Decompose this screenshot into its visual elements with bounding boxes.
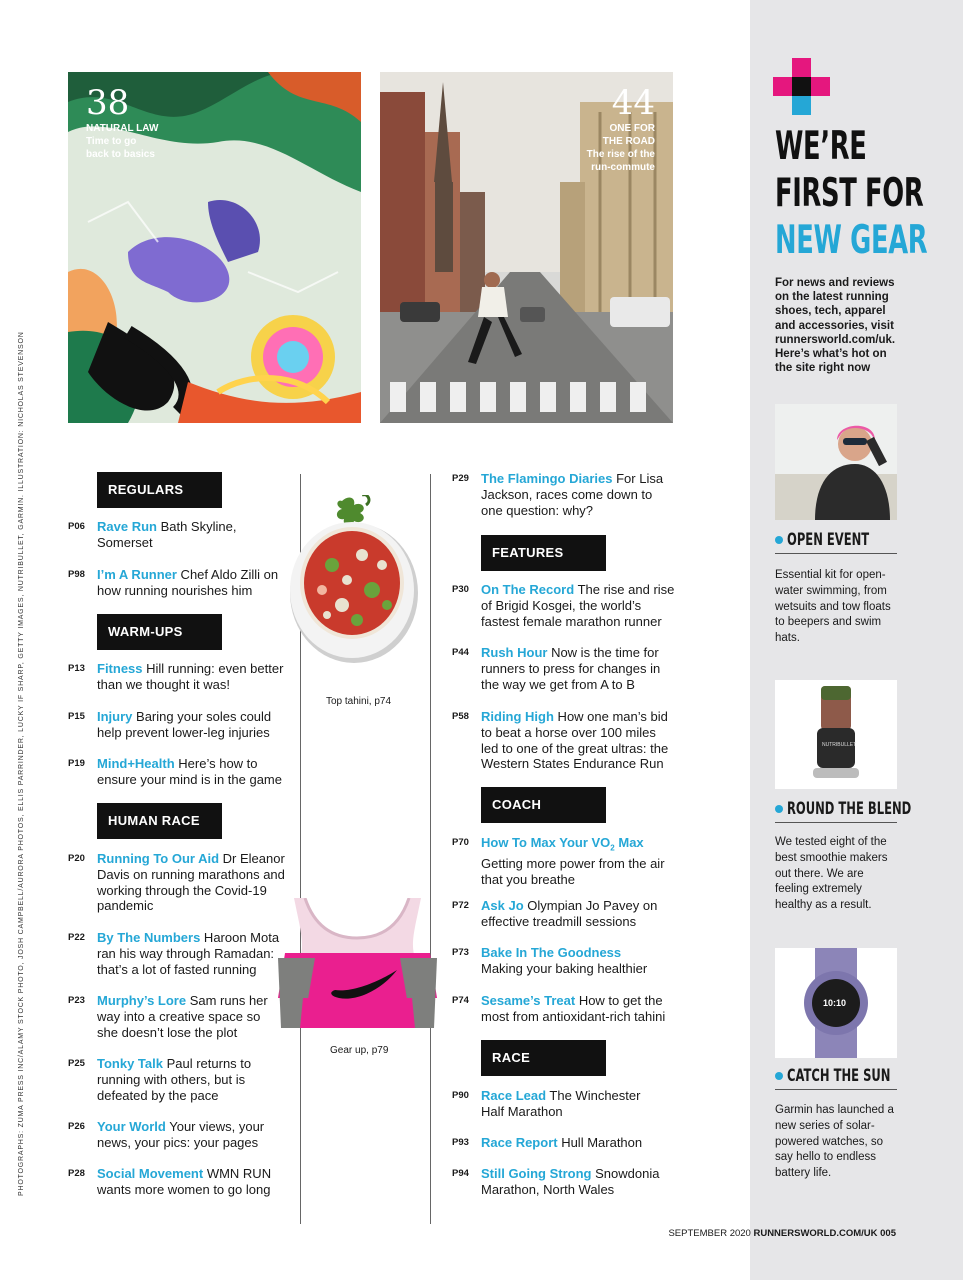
entry-title: Tonky Talk (97, 1056, 163, 1071)
entry-text: Making your baking healthier (481, 960, 648, 976)
entry-title: By The Numbers (97, 930, 201, 945)
toc-entry[interactable] (68, 661, 292, 693)
entry-text: Getting more power from the air that you breathe (481, 856, 665, 888)
footer-site[interactable]: RUNNERSWORLD.COM/UK (753, 1228, 878, 1239)
entry-text: Dr Eleanor Davis on running marathons and working through the Covid-19 pandemic (97, 851, 285, 914)
sidebar-heading-line: FIRST FOR (775, 171, 924, 216)
entry-text: Snowdonia Marathon, North Wales (481, 1166, 660, 1197)
page-number: P72 (452, 900, 469, 911)
page-number: P26 (68, 1121, 85, 1132)
entry-title: Fitness (97, 661, 143, 676)
sidebar-item-title-text: OPEN EVENT (787, 530, 870, 550)
entry-title: Race Report (481, 1135, 558, 1150)
page-number: P20 (68, 853, 85, 864)
sidebar-item-text: Garmin has launched a new series of solar-powered watches, so say hello to endless battery life. (775, 1104, 894, 1180)
page-number: P93 (452, 1137, 469, 1148)
section-features: FEATURES (481, 535, 606, 571)
entry-text: Your views, your news, your pics: your pages (97, 1119, 265, 1150)
entry-title: Bake In The Goodness (481, 945, 622, 960)
toc-entry[interactable] (452, 898, 671, 930)
sidebar-item-title[interactable] (775, 1066, 897, 1090)
entry-text: WMN RUN wants more women to go long (97, 1166, 272, 1197)
entry-title: Ask Jo (481, 898, 524, 913)
bullet-icon (775, 1072, 783, 1080)
section-race: RACE (481, 1040, 606, 1076)
entry-title: Rush Hour (481, 645, 548, 660)
page-number: P22 (68, 932, 85, 943)
entry-text: Olympian Jo Pavey on effective treadmill sessions (481, 898, 658, 929)
blender-photo[interactable] (775, 680, 897, 789)
watch-photo[interactable] (775, 948, 897, 1058)
entry-text: Hill running: even better than we thought it was! (97, 661, 284, 692)
section-coach: COACH (481, 787, 606, 823)
feature-kicker: NATURAL LAW (86, 123, 159, 134)
toc-entry[interactable] (68, 1056, 267, 1103)
entry-text: Chef Aldo Zilli on how running nourishes him (97, 567, 279, 598)
toc-entry[interactable] (452, 471, 671, 518)
entry-title-part: Max (614, 835, 644, 850)
plus-icon (773, 58, 830, 115)
feature-kicker-line: THE ROAD (602, 136, 655, 147)
page-footer (668, 1228, 896, 1239)
sports-bra-photo[interactable] (275, 898, 440, 1030)
footer-date: SEPTEMBER 2020 (668, 1228, 751, 1239)
feature-subtitle-line: Time to go (86, 136, 137, 147)
page-number: P06 (68, 521, 85, 532)
blender-label: NUTRIBULLET (822, 742, 857, 748)
entry-title: Running To Our Aid (97, 851, 220, 866)
entry-title: Sesame’s Treat (481, 993, 576, 1008)
sidebar-item-text: Essential kit for open-water swimming, from wetsuits and tow floats to beepers and swim hats. (775, 569, 891, 645)
bullet-icon (775, 805, 783, 813)
bullet-icon (775, 536, 783, 544)
entry-title: The Flamingo Diaries (481, 471, 613, 486)
page-number: P90 (452, 1090, 469, 1101)
toc-entry[interactable] (452, 709, 676, 772)
toc-entry[interactable] (452, 645, 671, 692)
open-water-swimmer-image (775, 404, 897, 520)
toc-entry[interactable] (68, 993, 277, 1040)
page-number: P23 (68, 995, 85, 1006)
section-human-race: HUMAN RACE (97, 803, 222, 839)
entry-title-part: How To Max Your VO (481, 835, 611, 850)
sidebar-heading-line: NEW GEAR (775, 218, 928, 263)
entry-title: Riding High (481, 709, 554, 724)
toc-entry[interactable] (68, 930, 287, 977)
section-regulars: REGULARS (97, 472, 222, 508)
entry-text: The Winchester Half Marathon (481, 1088, 641, 1119)
entry-text: Now is the time for runners to press for changes in the way we get from A to B (481, 645, 661, 692)
page-number: P44 (452, 647, 469, 658)
page-number: P94 (452, 1168, 469, 1179)
entry-text: How one man’s bid to beat a horse over 100 miles led to one of the great ultras: the Western States Endurance Run (481, 709, 669, 772)
toc-entry[interactable] (68, 519, 272, 551)
feature-kicker-line: ONE FOR (609, 123, 655, 134)
entry-title: Injury (97, 709, 133, 724)
toc-entry[interactable] (68, 1166, 282, 1198)
sidebar-item-title[interactable] (775, 530, 897, 554)
toc-entry[interactable] (68, 756, 292, 788)
entry-title: On The Record (481, 582, 575, 597)
toc-entry[interactable] (452, 1135, 676, 1151)
toc-entry[interactable] (452, 835, 676, 888)
page-number: P28 (68, 1168, 85, 1179)
page-number: P58 (452, 711, 469, 722)
sidebar-heading-line: WE’RE (775, 124, 867, 169)
entry-text: For Lisa Jackson, races come down to one question: why? (481, 471, 664, 518)
feature-subtitle-line: The rise of the (586, 149, 655, 160)
entry-text: Here’s how to ensure your mind is in the game (97, 756, 282, 787)
entry-title (481, 835, 644, 853)
photo-caption: Gear up, p79 (330, 1045, 389, 1056)
toc-entry[interactable] (68, 567, 292, 599)
section-warm-ups: WARM-UPS (97, 614, 222, 650)
feature-number: 44 (611, 83, 655, 123)
entry-title: Race Lead (481, 1088, 547, 1103)
page-number: P74 (452, 995, 469, 1006)
page-number: P19 (68, 758, 85, 769)
feature-subtitle-line: back to basics (86, 149, 155, 160)
swimmer-photo[interactable] (775, 404, 897, 520)
feature-illustration[interactable] (68, 72, 361, 423)
sidebar-item-title[interactable] (775, 799, 912, 823)
feature-number: 38 (86, 83, 130, 123)
page-number: P98 (68, 569, 85, 580)
page-number: P13 (68, 663, 85, 674)
entry-title: Murphy’s Lore (97, 993, 187, 1008)
entry-title-subscript: 2 (610, 843, 615, 853)
toc-entry[interactable] (452, 1166, 681, 1198)
toc-entry[interactable] (68, 709, 282, 741)
feature-subtitle-line: run-commute (591, 162, 655, 173)
entry-text: The rise and rise of Brigid Kosgei, the world’s fastest female marathon runner (481, 582, 675, 629)
entry-title: Your World (97, 1119, 166, 1134)
tahini-salad-photo[interactable] (282, 495, 422, 690)
page-number: P29 (452, 473, 469, 484)
toc-entry[interactable] (452, 1088, 666, 1120)
column-divider (430, 474, 431, 1224)
entry-title: Social Movement (97, 1166, 204, 1181)
toc-entry[interactable] (452, 582, 676, 629)
toc-entry[interactable] (68, 851, 292, 914)
toc-entry[interactable] (452, 993, 681, 1025)
entry-title: I’m A Runner (97, 567, 177, 582)
sidebar-item-title-text: CATCH THE SUN (787, 1066, 891, 1086)
photo-credit: PHOTOGRAPHS: ZUMA PRESS INC/ALAMY STOCK PHOTO, JOSH CAMPBELL/AURORA PHOTOS, ELLIS PARRINDER, LUCKY IF SHARP, GETTY IMAGES, NUTRIBULLET, GARMIN. ILLUSTRATION: NICHOLAS STEVENSON (18, 331, 25, 1196)
entry-text: Haroon Mota ran his way through Ramadan: that’s a lot of fasted running (97, 930, 280, 977)
page-number: P25 (68, 1058, 85, 1069)
sidebar-item-title-text: ROUND THE BLEND (787, 799, 912, 819)
entry-title: Mind+Health (97, 756, 175, 771)
entry-title: Still Going Strong (481, 1166, 592, 1181)
entry-text: Baring your soles could help prevent lower-leg injuries (97, 709, 272, 740)
page-number: P15 (68, 711, 85, 722)
sidebar-intro: For news and reviews on the latest running shoes, tech, apparel and accessories, visit runnersworld.com/uk. Here’s what’s hot on the site right now (775, 277, 896, 375)
entry-text: Sam runs her way into a creative space so she doesn’t lose the plot (97, 993, 268, 1040)
entry-text: How to get the most from antioxidant-rich tahini (481, 993, 666, 1024)
sidebar-item-text: We tested eight of the best smoothie makers out there. We are feeling extremely healthy as a result. (775, 836, 888, 912)
toc-entry[interactable] (452, 945, 671, 977)
feature-photo[interactable] (380, 72, 673, 423)
page-number: P70 (452, 837, 469, 848)
page-number: P73 (452, 947, 469, 958)
page-number: P30 (452, 584, 469, 595)
watch-time: 10:10 (823, 998, 847, 1008)
entry-text: Hull Marathon (557, 1135, 643, 1150)
entry-text: Bath Skyline, Somerset (97, 519, 237, 550)
garmin-watch-image (775, 948, 897, 1058)
footer-page-number: 005 (880, 1228, 896, 1239)
entry-title: Rave Run (97, 519, 157, 534)
toc-entry[interactable] (68, 1119, 277, 1151)
photo-caption: Top tahini, p74 (326, 696, 392, 707)
entry-text: Paul returns to running with others, but is defeated by the pace (97, 1056, 252, 1103)
nutribullet-blender-image (775, 680, 897, 789)
